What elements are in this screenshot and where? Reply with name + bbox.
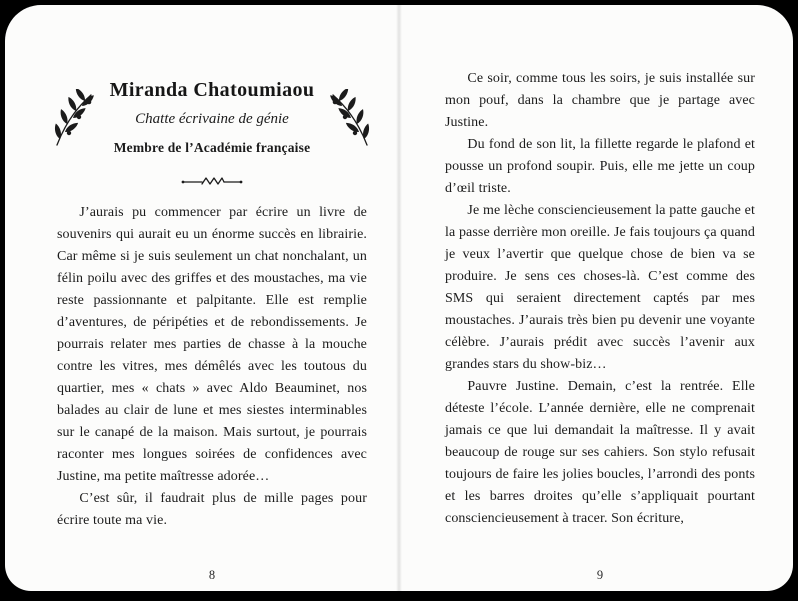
- page-gutter: [396, 5, 402, 591]
- left-page: [57, 65, 367, 532]
- right-page: [445, 68, 755, 530]
- page-number-left: 8: [208, 568, 216, 582]
- olive-branch-right-icon: [329, 89, 375, 151]
- character-name-title: Miranda Chatoumiaou: [109, 79, 315, 101]
- olive-branch-left-icon: [49, 89, 95, 151]
- paragraph: C’est sûr, il faudrait plus de mille pages pour écrire toute ma vie.: [57, 491, 367, 528]
- chapter-heading: [57, 65, 367, 156]
- paragraph: Pauvre Justine. Demain, c’est la rentrée. Elle déteste l’école. L’année dernière, elle ne comprenait jamais ce que lui demandait la maîtresse. Il y avait beaucoup de rouge sur ses cahiers. Son stylo refusait toujours de faire les jolies boucles, l’arrondi des ponts et les barres droites qu’elle s’appliquait pourtant consciencieusement à tracer. Son écriture,: [445, 379, 755, 526]
- character-affiliation: Membre de l’Académie française: [113, 140, 311, 155]
- character-subtitle: Chatte écrivaine de génie: [135, 111, 289, 127]
- page-number-right: 9: [596, 568, 604, 582]
- book-spread: [5, 5, 793, 591]
- paragraph: J’aurais pu commencer par écrire un livre de souvenirs qui aurait eu un énorme succès en librairie. Car même si je suis seulement un chat nonchalant, un félin poilu avec des griffes et des moustaches, ma vie reste passionnante et palpitante. Elle est remplie d’aventures, de péripéties et de rebondissements. Je pourrais relater mes parties de chasse à la mouche contre les vitres, mes démêlés avec les toutous du quartier, mes « chats » avec Aldo Beauminet, nos balades au clair de lune et mes siestes interminables sur le canapé de la maison. Mais surtout, je pourrais raconter mes longues soirées de confidences avec Justine, ma petite maîtresse adorée…: [57, 205, 367, 484]
- squiggle-ornament-icon: [180, 174, 244, 188]
- paragraph: Du fond de son lit, la fillette regarde le plafond et pousse un profond soupir. Puis, elle me jette un coup d’œil triste.: [445, 137, 755, 196]
- paragraph: Je me lèche consciencieusement la patte gauche et la passe derrière mon oreille. Je fais toujours ça quand je veux l’avertir que quelque chose de bien va se produire. Je sens ces choses-là. C’est comme des SMS qui seraient directement captés par mes moustaches. J’aurais très bien pu devenir une voyante célèbre. J’aurais prédit avec succès l’avenir aux grandes stars du show-biz…: [445, 203, 755, 372]
- paragraph: Ce soir, comme tous les soirs, je suis installée sur mon pouf, dans la chambre que je partage avec Justine.: [445, 71, 755, 130]
